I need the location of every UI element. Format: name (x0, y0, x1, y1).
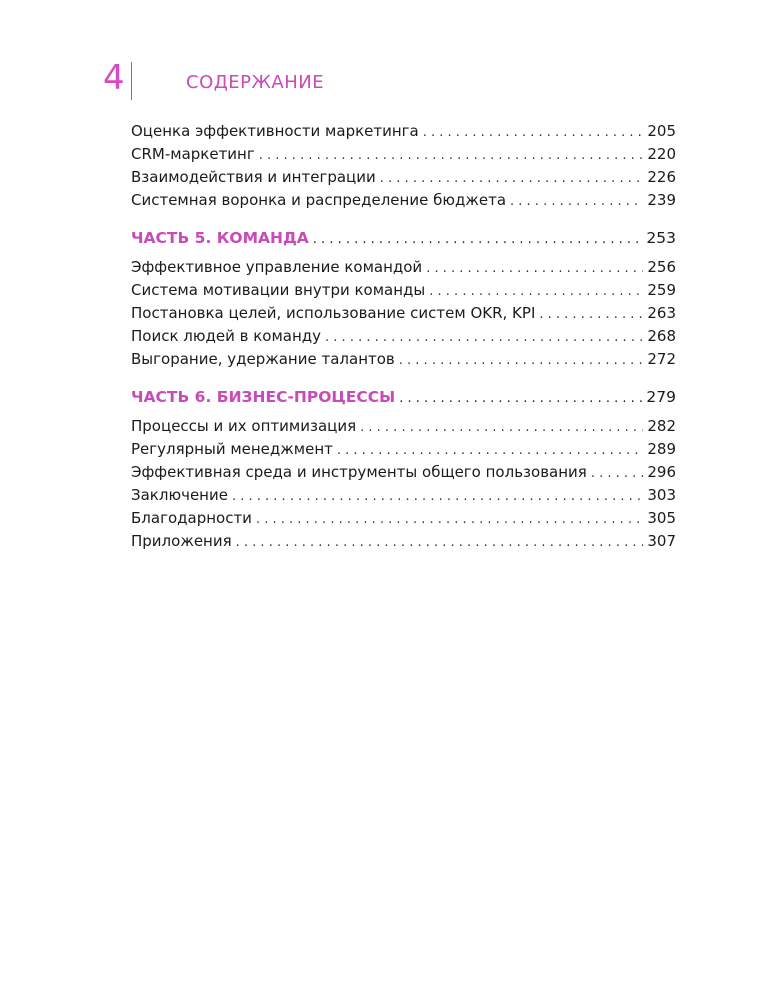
toc-entry-page: 268 (647, 327, 676, 345)
toc-entry-title: Системная воронка и распределение бюджета (131, 191, 507, 209)
toc-entry-page: 303 (647, 486, 676, 504)
toc-entry[interactable] (131, 348, 676, 371)
dot-leader (399, 349, 644, 372)
dot-leader (360, 416, 643, 439)
toc-part-heading[interactable] (131, 386, 676, 409)
toc-entry-page: 307 (647, 532, 676, 550)
toc-entry[interactable] (131, 166, 676, 189)
toc-entry-page: 263 (647, 304, 676, 322)
toc-entry-page: 272 (647, 350, 676, 368)
toc-entry-page: 220 (647, 145, 676, 163)
toc-entry[interactable] (131, 438, 676, 461)
dot-leader (313, 228, 643, 251)
toc-entry-title: Постановка целей, использование систем OKR, KPI (131, 304, 536, 322)
dot-leader (426, 257, 643, 280)
toc-entry[interactable] (131, 279, 676, 302)
toc-entry-page: 205 (647, 122, 676, 140)
part-title: ЧАСТЬ 6. БИЗНЕС-ПРОЦЕССЫ (131, 388, 396, 406)
dot-leader (399, 387, 642, 410)
toc-entry-title: Процессы и их оптимизация (131, 417, 357, 435)
part-page: 253 (646, 229, 676, 247)
part-page: 279 (646, 388, 676, 406)
toc-entry[interactable] (131, 484, 676, 507)
table-of-contents (131, 120, 676, 553)
toc-entry-title: Заключение (131, 486, 228, 504)
part-title: ЧАСТЬ 5. КОМАНДА (131, 229, 309, 247)
toc-entry-title: Эффективное управление командой (131, 258, 423, 276)
dot-leader (539, 303, 643, 326)
toc-entry-title: Эффективная среда и инструменты общего пользования (131, 463, 587, 481)
dot-leader (510, 190, 643, 213)
dot-leader (591, 462, 644, 485)
dot-leader (259, 144, 644, 167)
toc-entry-title: Приложения (131, 532, 232, 550)
toc-entry[interactable] (131, 507, 676, 530)
toc-entry[interactable] (131, 415, 676, 438)
header-divider (131, 62, 132, 100)
toc-entry-page: 289 (647, 440, 676, 458)
toc-entry-title: Регулярный менеджмент (131, 440, 333, 458)
toc-part-heading[interactable] (131, 227, 676, 250)
toc-entry[interactable] (131, 256, 676, 279)
toc-entry[interactable] (131, 120, 676, 143)
toc-entry-title: Взаимодействия и интеграции (131, 168, 376, 186)
toc-entry[interactable] (131, 530, 676, 553)
toc-entry-title: CRM-маркетинг (131, 145, 255, 163)
toc-entry-title: Оценка эффективности маркетинга (131, 122, 419, 140)
toc-entry[interactable] (131, 461, 676, 484)
toc-entry-title: Выгорание, удержание талантов (131, 350, 395, 368)
toc-entry-page: 305 (647, 509, 676, 527)
dot-leader (236, 531, 644, 554)
dot-leader (429, 280, 643, 303)
running-head: СОДЕРЖАНИЕ (186, 72, 325, 93)
dot-leader (423, 121, 644, 144)
toc-entry-page: 259 (647, 281, 676, 299)
toc-entry-page: 296 (647, 463, 676, 481)
toc-entry-title: Благодарности (131, 509, 252, 527)
toc-entry-title: Поиск людей в команду (131, 327, 322, 345)
dot-leader (232, 485, 643, 508)
toc-entry[interactable] (131, 302, 676, 325)
toc-entry-page: 226 (647, 168, 676, 186)
toc-entry[interactable] (131, 143, 676, 166)
dot-leader (380, 167, 644, 190)
toc-entry-page: 282 (647, 417, 676, 435)
dot-leader (256, 508, 643, 531)
dot-leader (325, 326, 643, 349)
toc-entry-page: 239 (647, 191, 676, 209)
toc-entry-title: Система мотивации внутри команды (131, 281, 426, 299)
page-number: 4 (103, 58, 125, 98)
toc-entry[interactable] (131, 189, 676, 212)
toc-entry[interactable] (131, 325, 676, 348)
dot-leader (337, 439, 643, 462)
toc-entry-page: 256 (647, 258, 676, 276)
